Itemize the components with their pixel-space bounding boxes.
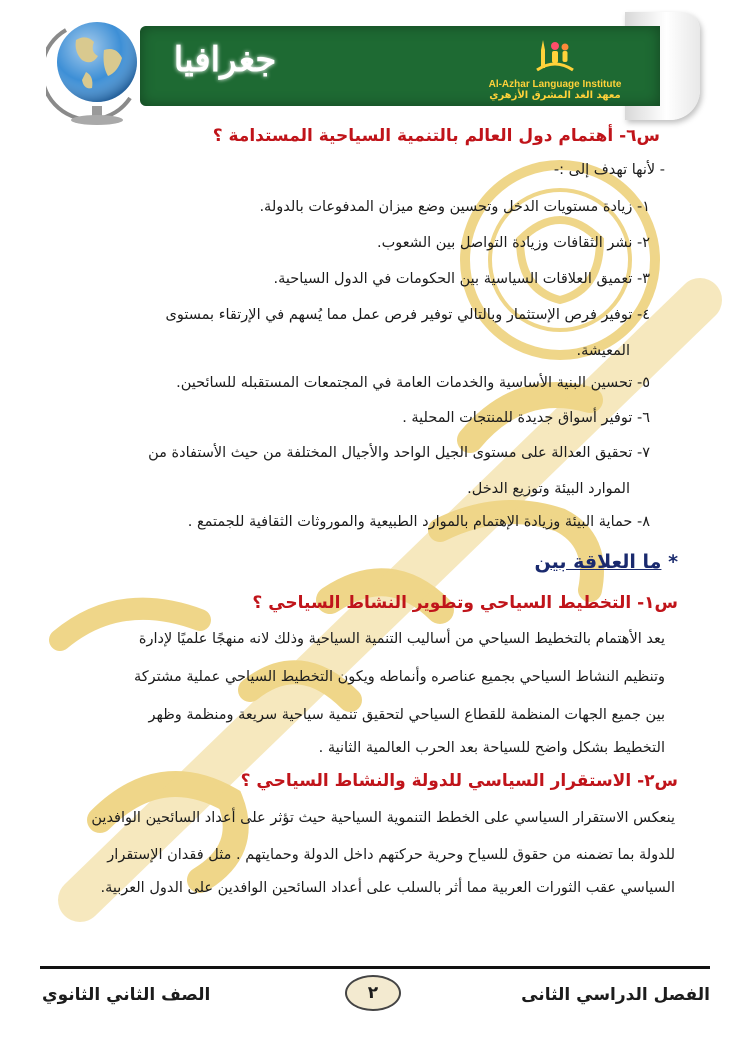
footer-divider	[40, 966, 710, 969]
list-item: ٢- نشر الثقافات وزيادة التواصل بين الشعوب.	[377, 235, 650, 251]
list-item: ٤- توفير فرص الإستثمار وبالتالي توفير فرص عمل مما يُسهم في الإرتقاء بمستوى	[165, 307, 650, 323]
list-item: ٥- تحسين البنية الأساسية والخدمات العامة في المجتمعات المستقبله للسائحين.	[176, 375, 650, 391]
question-6-intro: - لأنها تهدف إلى :-	[553, 162, 665, 178]
paragraph-line: بين جميع الجهات المنظمة للقطاع السياحي لتحقيق تنمية سياحية سريعة ومنظمة وظهر	[148, 707, 665, 723]
paragraph-line: السياسي عقب الثورات العربية مما أثر بالسلب على أعداد السائحين الوافدين على الدول العربية.	[100, 880, 675, 896]
list-item: ١- زيادة مستويات الدخل وتحسين وضع ميزان المدفوعات بالدولة.	[259, 199, 650, 215]
relation-2-title: س٢- الاستقرار السياسي للدولة والنشاط السياحي ؟	[240, 771, 678, 791]
relation-section-title	[535, 551, 678, 573]
relation-1-title: س١- التخطيط السياحي وتطوير النشاط السياحي ؟	[252, 593, 678, 613]
paragraph-line: وتنظيم النشاط السياحي بجميع عناصره وأنماطه ويكون التخطيط السياحي عملية مشتركة	[133, 669, 665, 685]
institute-name-en: Al-Azhar Language Institute	[488, 79, 622, 90]
list-item-continuation: الموارد البيئة وتوزيع الدخل.	[467, 481, 630, 497]
list-item: ٦- توفير أسواق جديدة للمنتجات المحلية .	[402, 410, 650, 426]
subject-title: جغرافيا	[173, 40, 277, 80]
institute-name-ar: معهد الغد المشرق الأزهري	[489, 90, 621, 101]
relation-title-text: ما العلاقة بين	[534, 551, 662, 573]
list-item: ٨- حماية البيئة وزيادة الإهتمام بالموارد الطبيعية والموروثات الثقافية للجمتمع .	[187, 514, 650, 530]
list-item-continuation: المعيشة.	[576, 343, 630, 359]
paragraph-line: للدولة بما تضمنه من حقوق للسياح وحرية حركتهم داخل الدولة وحمايتهم . مثل فقدان الإستقرار	[107, 847, 675, 863]
footer-term: الفصل الدراسي الثانى	[521, 985, 710, 1005]
list-item: ٣- تعميق العلاقات السياسية بين الحكومات في الدول السياحية.	[273, 271, 650, 287]
paragraph-line: ينعكس الاستقرار السياسي على الخطط التنموية السياحية حيث تؤثر على أعداد السائحين الوافدين	[91, 810, 675, 826]
list-item: ٧- تحقيق العدالة على مستوى الجيل الواحد والأجيال المختلفة من حيث الأستفادة من	[148, 445, 650, 461]
footer-grade: الصف الثاني الثانوي	[42, 985, 211, 1005]
paragraph-line: يعد الأهتمام بالتخطيط السياحي من أساليب التنمية السياحية وذلك لانه منهجًا علميًا لإدارة	[138, 631, 665, 647]
question-6-title: س٦- أهتمام دول العالم بالتنمية السياحية المستدامة ؟	[212, 126, 660, 146]
relation-star: *	[668, 551, 678, 573]
page-number: ٢	[345, 975, 401, 1011]
paragraph-line: التخطيط بشكل واضح للسياحة بعد الحرب العالمية الثانية .	[318, 740, 665, 756]
